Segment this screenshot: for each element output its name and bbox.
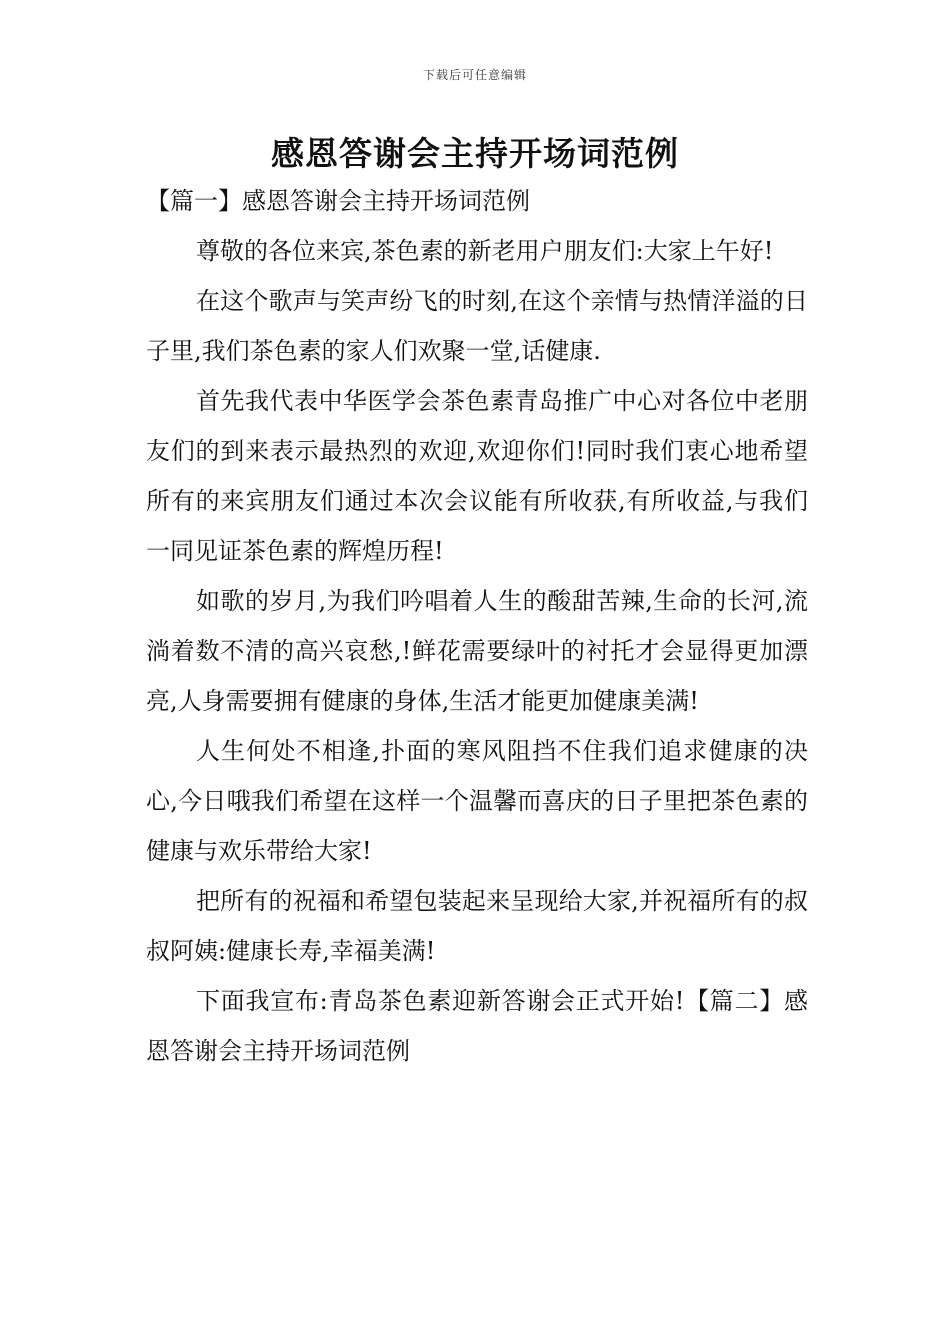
paragraph: 在这个歌声与笑声纷飞的时刻,在这个亲情与热情洋溢的日子里,我们茶色素的家人们欢聚一堂,话健康. <box>146 287 808 365</box>
paragraph: 首先我代表中华医学会茶色素青岛推广中心对各位中老朋友们的到来表示最热烈的欢迎,欢迎你们!同时我们衷心地希望所有的来宾朋友们通过本次会议能有所收获,有所收益,与我们一同见证茶色素的辉煌历程! <box>146 387 808 565</box>
paragraph: 尊敬的各位来宾,茶色素的新老用户朋友们:大家上午好! <box>196 237 774 265</box>
document-title: 感恩答谢会主持开场词范例 <box>271 134 679 173</box>
paragraph: 如歌的岁月,为我们吟唱着人生的酸甜苦辣,生命的长河,流淌着数不清的高兴哀愁,!鲜花需要绿叶的衬托才会显得更加漂亮,人身需要拥有健康的身体,生活才能更加健康美满! <box>146 587 808 715</box>
paragraph: 人生何处不相逢,扑面的寒风阻挡不住我们追求健康的决心,今日哦我们希望在这样一个温馨而喜庆的日子里把茶色素的健康与欢乐带给大家! <box>146 737 808 865</box>
paragraph: 下面我宣布:青岛茶色素迎新答谢会正式开始!【篇二】感恩答谢会主持开场词范例 <box>146 987 808 1065</box>
document-body <box>146 176 808 1076</box>
section-heading: 【篇一】感恩答谢会主持开场词范例 <box>146 187 530 215</box>
paragraph: 把所有的祝福和希望包装起来呈现给大家,并祝福所有的叔叔阿姨:健康长寿,幸福美满! <box>146 887 808 965</box>
header-note: 下载后可任意编辑 <box>422 68 527 82</box>
